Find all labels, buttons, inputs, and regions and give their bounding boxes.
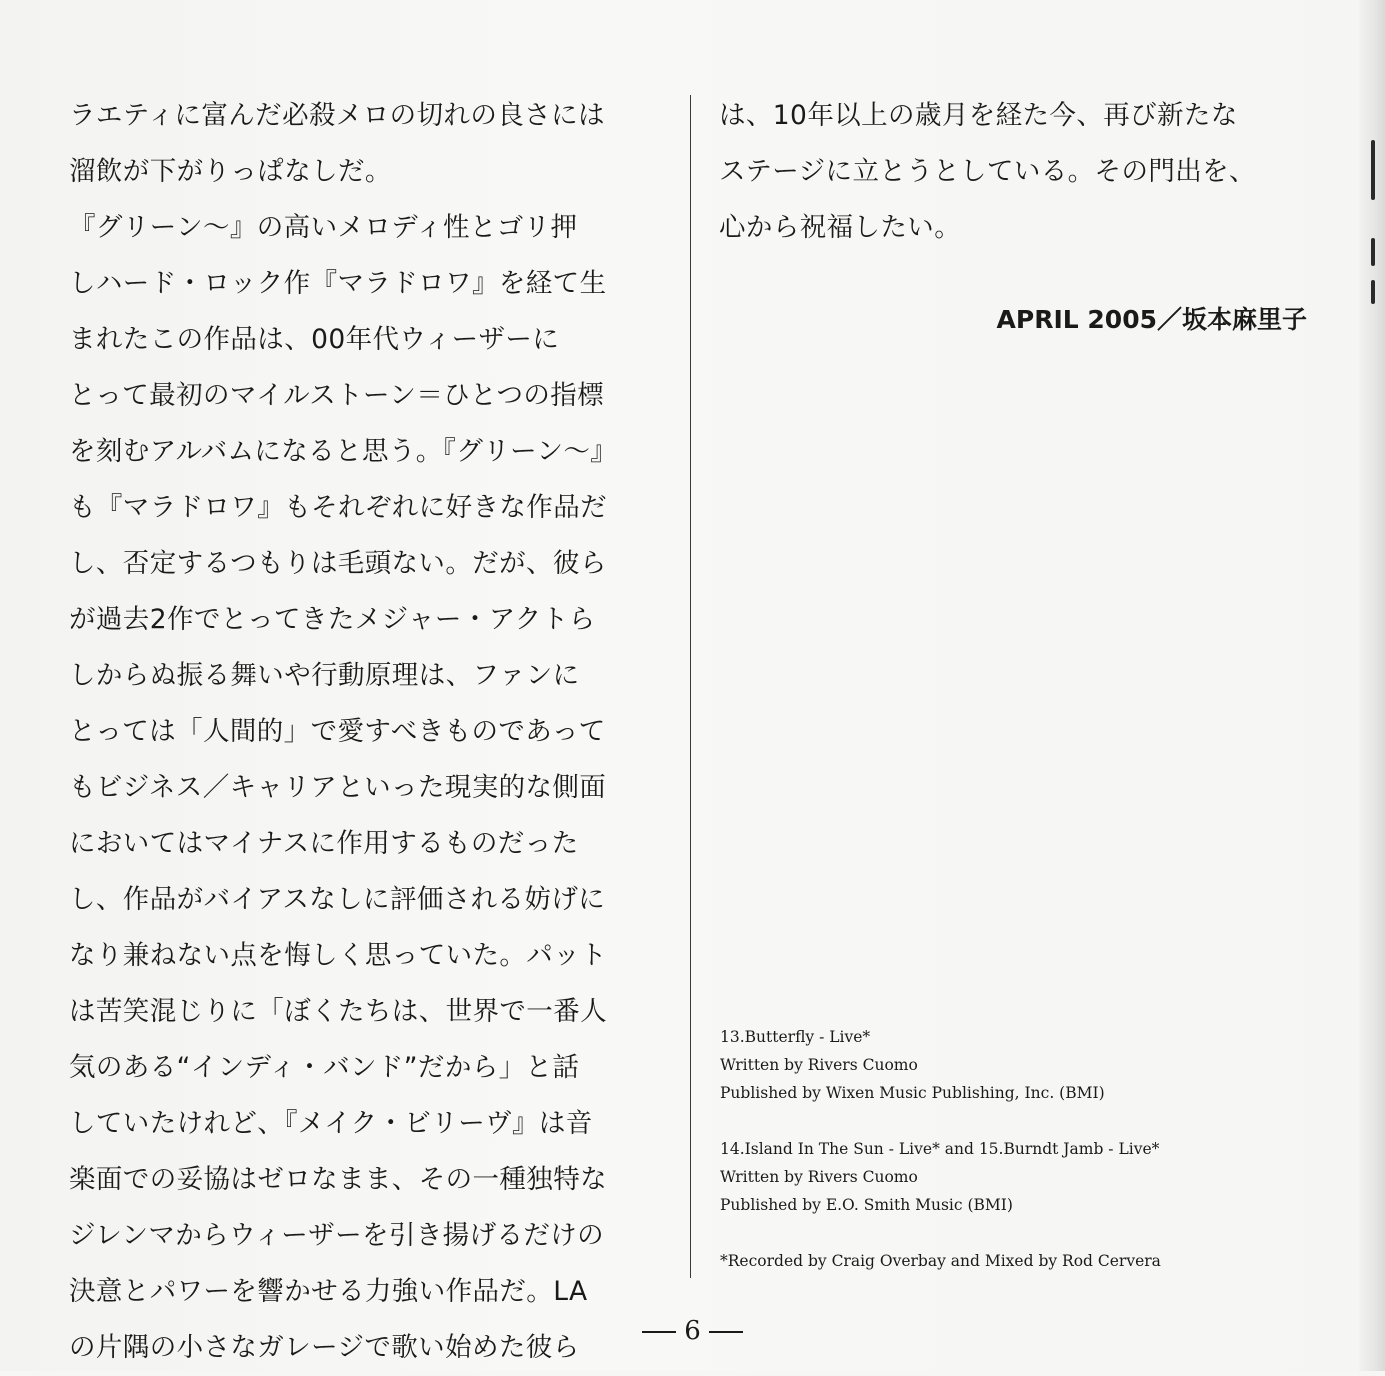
text-line: まれたこの作品は、00年代ウィーザーに bbox=[69, 324, 560, 355]
text-line: ステージに立とうとしている。その門出を、 bbox=[719, 156, 1256, 187]
text-line: とって最初のマイルストーン＝ひとつの指標 bbox=[69, 380, 605, 411]
page-number-dash-left bbox=[642, 1331, 676, 1333]
text-line: し、否定するつもりは毛頭ない。だが、彼ら bbox=[69, 548, 607, 579]
page-edge-shadow bbox=[1359, 0, 1385, 1371]
text-line: 気のある“インディ・バンド”だから」と話 bbox=[69, 1052, 580, 1083]
text-line: は苦笑混じりに「ぼくたちは、世界で一番人 bbox=[69, 996, 607, 1027]
text-line: しハード・ロック作『マラドロワ』を経て生 bbox=[69, 268, 607, 299]
edge-mark bbox=[1371, 238, 1375, 266]
text-line: においてはマイナスに作用するものだった bbox=[69, 828, 579, 859]
text-line: 楽面での妥協はゼロなまま、その一種独特な bbox=[69, 1164, 607, 1195]
page-number bbox=[0, 1316, 1385, 1346]
text-line: し、作品がバイアスなしに評価される妨げに bbox=[69, 884, 606, 915]
column-divider bbox=[690, 95, 691, 1278]
text-line: は、10年以上の歳月を経た今、再び新たな bbox=[719, 100, 1238, 131]
author-signature: APRIL 2005／坂本麻里子 bbox=[996, 305, 1307, 334]
text-line: ジレンマからウィーザーを引き揚げるだけの bbox=[69, 1220, 605, 1251]
credit-line: 13.Butterfly - Live* bbox=[720, 1028, 871, 1046]
credit-line: Written by Rivers Cuomo bbox=[720, 1168, 918, 1186]
text-line: の片隅の小さなガレージで歌い始めた彼ら bbox=[69, 1332, 580, 1363]
text-line: とっては「人間的」で愛すべきものであって bbox=[69, 716, 606, 747]
text-line: 溜飲が下がりっぱなしだ。 bbox=[69, 156, 392, 187]
text-line: していたけれど、『メイク・ビリーヴ』は音 bbox=[69, 1108, 593, 1139]
song-credits bbox=[720, 1023, 1280, 1275]
page-number-dash-right bbox=[709, 1331, 743, 1333]
credit-line: Published by Wixen Music Publishing, Inc. (BMI) bbox=[720, 1084, 1105, 1102]
text-line: 決意とパワーを響かせる力強い作品だ。LA bbox=[69, 1276, 588, 1307]
text-line: 『グリーン～』の高いメロディ性とゴリ押 bbox=[69, 212, 578, 243]
recording-note: *Recorded by Craig Overbay and Mixed by Rod Cervera bbox=[720, 1252, 1161, 1270]
text-line: 心から祝福したい。 bbox=[719, 212, 962, 243]
text-line: ラエティに富んだ必殺メロの切れの良さには bbox=[69, 100, 605, 131]
text-line: を刻むアルバムになると思う。『グリーン～』 bbox=[69, 436, 618, 467]
text-line: なり兼ねない点を悔しく思っていた。パット bbox=[69, 940, 607, 971]
credit-line: 14.Island In The Sun - Live* and 15.Burndt Jamb - Live* bbox=[720, 1140, 1160, 1158]
text-line: も『マラドロワ』もそれぞれに好きな作品だ bbox=[69, 492, 607, 523]
credit-spacer bbox=[720, 1219, 1280, 1247]
text-line: が過去2作でとってきたメジャー・アクトら bbox=[69, 604, 596, 635]
text-line: もビジネス／キャリアといった現実的な側面 bbox=[69, 772, 607, 803]
edge-mark bbox=[1371, 280, 1375, 304]
text-line: しからぬ振る舞いや行動原理は、ファンに bbox=[69, 660, 580, 691]
page-number-value: 6 bbox=[684, 1316, 701, 1346]
credit-spacer bbox=[720, 1107, 1280, 1135]
right-text-column bbox=[719, 88, 1319, 256]
credit-line: Published by E.O. Smith Music (BMI) bbox=[720, 1196, 1013, 1214]
left-text-column bbox=[69, 88, 669, 1376]
credit-line: Written by Rivers Cuomo bbox=[720, 1056, 918, 1074]
edge-mark bbox=[1371, 140, 1375, 200]
